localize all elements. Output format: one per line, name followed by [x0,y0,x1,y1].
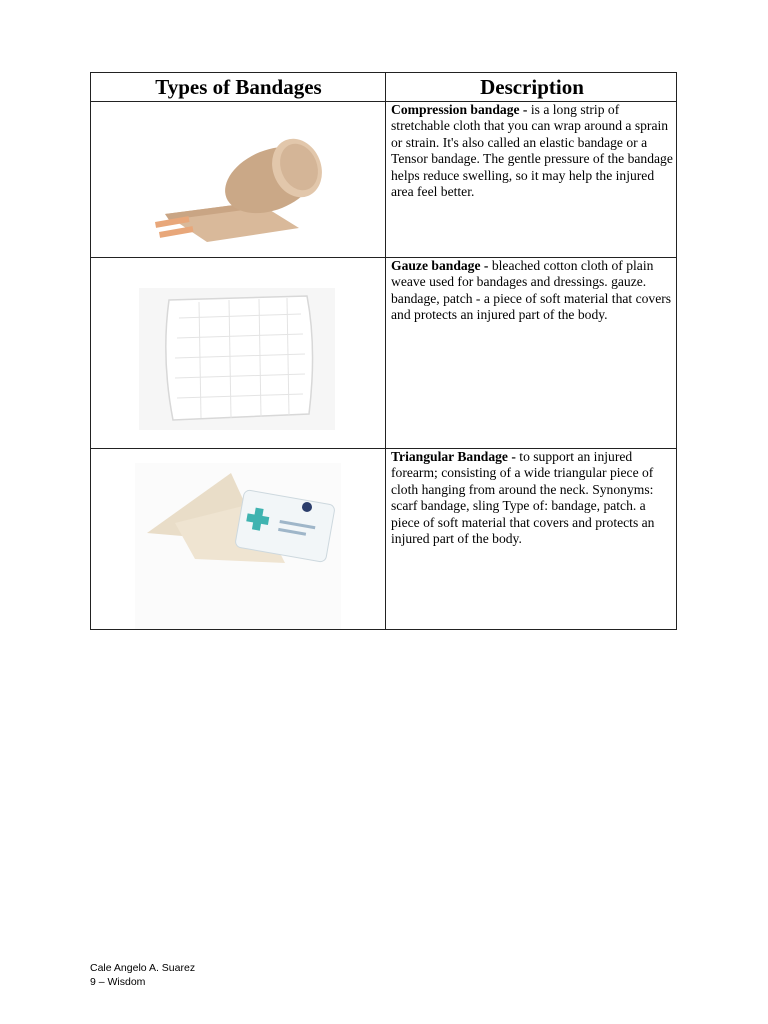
author-footer [90,961,195,989]
table-row-triangular [91,449,676,630]
table-header [91,73,676,102]
bandage-table [90,72,677,630]
table-row-gauze [91,258,676,449]
gauze-bandage-image [139,288,335,430]
description-gauze [391,258,673,324]
text-triangular: to support an injured forearm; consisting of a wide triangular piece of cloth hanging from around the neck. Synonyms: scarf bandage, sling Type of: bandage, patch. a piece of soft material that covers and protects an injured part of the body. [391,449,655,547]
term-gauze: Gauze bandage - [391,258,489,273]
description-triangular [391,449,673,547]
text-gauze: bleached cotton cloth of plain weave used for bandages and dressings. gauze. bandage, patch - a piece of soft material that covers and protects an injured part of the body. [391,258,672,323]
description-compression [391,102,673,200]
text-compression: is a long strip of stretchable cloth that you can wrap around a sprain or strain. It's also called an elastic bandage or a Tensor bandage. The gentle pressure of the bandage helps reduce swelling, so it may help the injured area feel better. [391,102,673,200]
term-compression: Compression bandage - [391,102,528,117]
header-description: Description [480,75,584,99]
triangular-bandage-image [135,463,341,629]
term-triangular: Triangular Bandage - [391,449,516,464]
compression-bandage-image [147,116,327,246]
header-types: Types of Bandages [155,75,322,99]
table-row-compression [91,102,676,258]
author-section: 9 – Wisdom [90,976,146,988]
author-name: Cale Angelo A. Suarez [90,962,196,974]
